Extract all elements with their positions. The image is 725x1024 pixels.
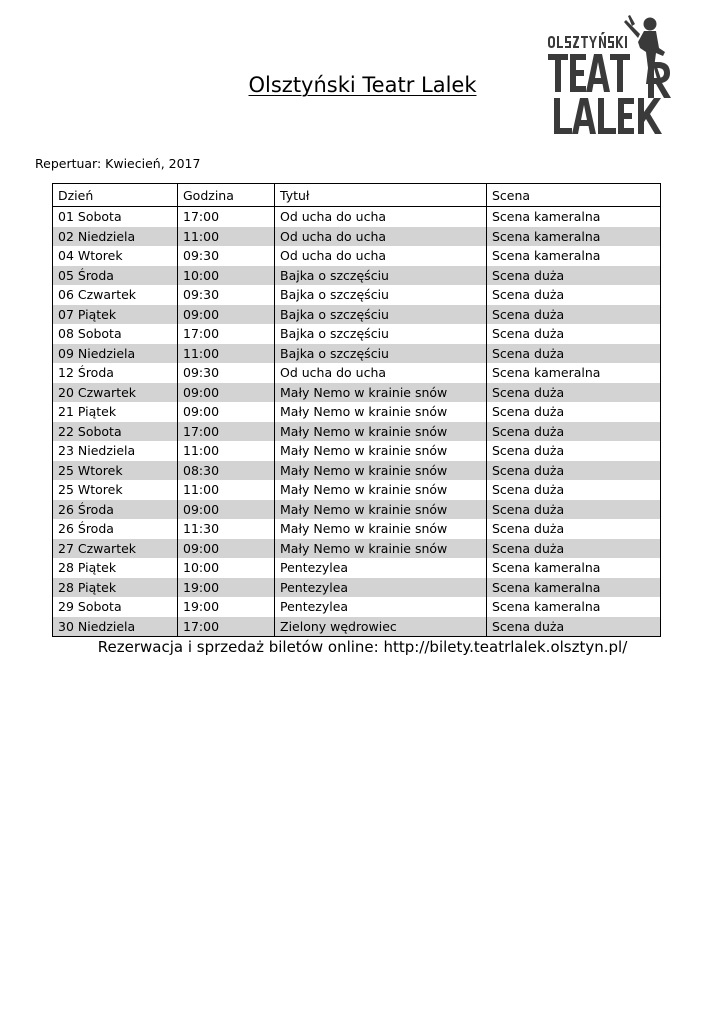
- cell-title: Pentezylea: [275, 597, 487, 617]
- page-title: Olsztyński Teatr Lalek: [248, 73, 477, 97]
- cell-time: 10:00: [178, 558, 275, 578]
- table-row: [53, 617, 661, 637]
- table-row: [53, 578, 661, 598]
- table-row: [53, 344, 661, 364]
- cell-stage: Scena duża: [487, 402, 661, 422]
- cell-day: 02 Niedziela: [53, 227, 178, 247]
- cell-day: 25 Wtorek: [53, 480, 178, 500]
- cell-title: Mały Nemo w krainie snów: [275, 519, 487, 539]
- cell-time: 10:00: [178, 266, 275, 286]
- cell-day: 22 Sobota: [53, 422, 178, 442]
- cell-time: 08:30: [178, 461, 275, 481]
- table-row: [53, 402, 661, 422]
- cell-title: Mały Nemo w krainie snów: [275, 539, 487, 559]
- cell-title: Bajka o szczęściu: [275, 324, 487, 344]
- cell-time: 11:00: [178, 441, 275, 461]
- repertoire-month-label: Repertuar: Kwiecień, 2017: [35, 156, 201, 171]
- cell-time: 09:30: [178, 246, 275, 266]
- cell-title: Pentezylea: [275, 578, 487, 598]
- cell-title: Mały Nemo w krainie snów: [275, 461, 487, 481]
- cell-time: 09:00: [178, 402, 275, 422]
- table-row: [53, 422, 661, 442]
- table-row: [53, 266, 661, 286]
- cell-title: Bajka o szczęściu: [275, 305, 487, 325]
- cell-stage: Scena duża: [487, 285, 661, 305]
- cell-stage: Scena duża: [487, 266, 661, 286]
- cell-stage: Scena kameralna: [487, 246, 661, 266]
- cell-day: 25 Wtorek: [53, 461, 178, 481]
- cell-time: 09:30: [178, 285, 275, 305]
- booking-footer: Rezerwacja i sprzedaż biletów online: http://bilety.teatrlalek.olsztyn.pl/: [97, 638, 628, 656]
- cell-title: Pentezylea: [275, 558, 487, 578]
- table-row: [53, 558, 661, 578]
- cell-time: 17:00: [178, 207, 275, 227]
- cell-time: 19:00: [178, 597, 275, 617]
- cell-title: Mały Nemo w krainie snów: [275, 383, 487, 403]
- cell-day: 29 Sobota: [53, 597, 178, 617]
- cell-day: 28 Piątek: [53, 558, 178, 578]
- cell-title: Bajka o szczęściu: [275, 285, 487, 305]
- cell-title: Zielony wędrowiec: [275, 617, 487, 637]
- table-row: [53, 363, 661, 383]
- table-row: [53, 305, 661, 325]
- cell-day: 12 Środa: [53, 363, 178, 383]
- cell-stage: Scena duża: [487, 305, 661, 325]
- cell-title: Od ucha do ucha: [275, 227, 487, 247]
- cell-title: Od ucha do ucha: [275, 207, 487, 227]
- header-title: Tytuł: [275, 184, 487, 207]
- cell-stage: Scena duża: [487, 500, 661, 520]
- puppet-figure-icon: [624, 15, 665, 84]
- cell-title: Bajka o szczęściu: [275, 266, 487, 286]
- cell-title: Od ucha do ucha: [275, 363, 487, 383]
- cell-title: Mały Nemo w krainie snów: [275, 422, 487, 442]
- table-row: [53, 597, 661, 617]
- theatre-logo: [544, 12, 676, 138]
- cell-time: 09:00: [178, 305, 275, 325]
- cell-day: 28 Piątek: [53, 578, 178, 598]
- cell-stage: Scena duża: [487, 617, 661, 637]
- cell-stage: Scena duża: [487, 344, 661, 364]
- cell-title: Mały Nemo w krainie snów: [275, 480, 487, 500]
- table-row: [53, 383, 661, 403]
- schedule-table: [52, 183, 661, 637]
- cell-time: 11:00: [178, 227, 275, 247]
- table-row: [53, 246, 661, 266]
- cell-stage: Scena duża: [487, 383, 661, 403]
- cell-day: 20 Czwartek: [53, 383, 178, 403]
- cell-day: 05 Środa: [53, 266, 178, 286]
- cell-day: 26 Środa: [53, 519, 178, 539]
- cell-time: 09:00: [178, 539, 275, 559]
- table-row: [53, 324, 661, 344]
- table-row: [53, 500, 661, 520]
- cell-time: 09:00: [178, 500, 275, 520]
- cell-stage: Scena duża: [487, 480, 661, 500]
- table-row: [53, 519, 661, 539]
- cell-stage: Scena kameralna: [487, 558, 661, 578]
- cell-time: 17:00: [178, 422, 275, 442]
- cell-time: 19:00: [178, 578, 275, 598]
- cell-day: 26 Środa: [53, 500, 178, 520]
- cell-day: 08 Sobota: [53, 324, 178, 344]
- cell-time: 09:00: [178, 383, 275, 403]
- cell-day: 21 Piątek: [53, 402, 178, 422]
- cell-title: Od ucha do ucha: [275, 246, 487, 266]
- cell-stage: Scena kameralna: [487, 597, 661, 617]
- cell-time: 09:30: [178, 363, 275, 383]
- cell-title: Mały Nemo w krainie snów: [275, 402, 487, 422]
- cell-day: 09 Niedziela: [53, 344, 178, 364]
- table-header-row: [53, 184, 661, 207]
- cell-stage: Scena duża: [487, 539, 661, 559]
- cell-title: Bajka o szczęściu: [275, 344, 487, 364]
- cell-time: 17:00: [178, 324, 275, 344]
- cell-stage: Scena duża: [487, 422, 661, 442]
- cell-day: 07 Piątek: [53, 305, 178, 325]
- table-row: [53, 207, 661, 227]
- header-time: Godzina: [178, 184, 275, 207]
- table-row: [53, 441, 661, 461]
- cell-time: 11:30: [178, 519, 275, 539]
- cell-day: 06 Czwartek: [53, 285, 178, 305]
- cell-stage: Scena kameralna: [487, 578, 661, 598]
- table-row: [53, 539, 661, 559]
- cell-stage: Scena kameralna: [487, 363, 661, 383]
- cell-time: 17:00: [178, 617, 275, 637]
- cell-day: 23 Niedziela: [53, 441, 178, 461]
- table-row: [53, 461, 661, 481]
- cell-day: 01 Sobota: [53, 207, 178, 227]
- schedule-body: [53, 207, 661, 637]
- cell-time: 11:00: [178, 480, 275, 500]
- cell-stage: Scena kameralna: [487, 227, 661, 247]
- header-day: Dzień: [53, 184, 178, 207]
- cell-day: 27 Czwartek: [53, 539, 178, 559]
- table-row: [53, 285, 661, 305]
- cell-stage: Scena kameralna: [487, 207, 661, 227]
- cell-title: Mały Nemo w krainie snów: [275, 500, 487, 520]
- cell-title: Mały Nemo w krainie snów: [275, 441, 487, 461]
- cell-stage: Scena duża: [487, 519, 661, 539]
- header-stage: Scena: [487, 184, 661, 207]
- cell-stage: Scena duża: [487, 324, 661, 344]
- cell-stage: Scena duża: [487, 441, 661, 461]
- table-row: [53, 480, 661, 500]
- table-row: [53, 227, 661, 247]
- cell-stage: Scena duża: [487, 461, 661, 481]
- cell-time: 11:00: [178, 344, 275, 364]
- cell-day: 04 Wtorek: [53, 246, 178, 266]
- cell-day: 30 Niedziela: [53, 617, 178, 637]
